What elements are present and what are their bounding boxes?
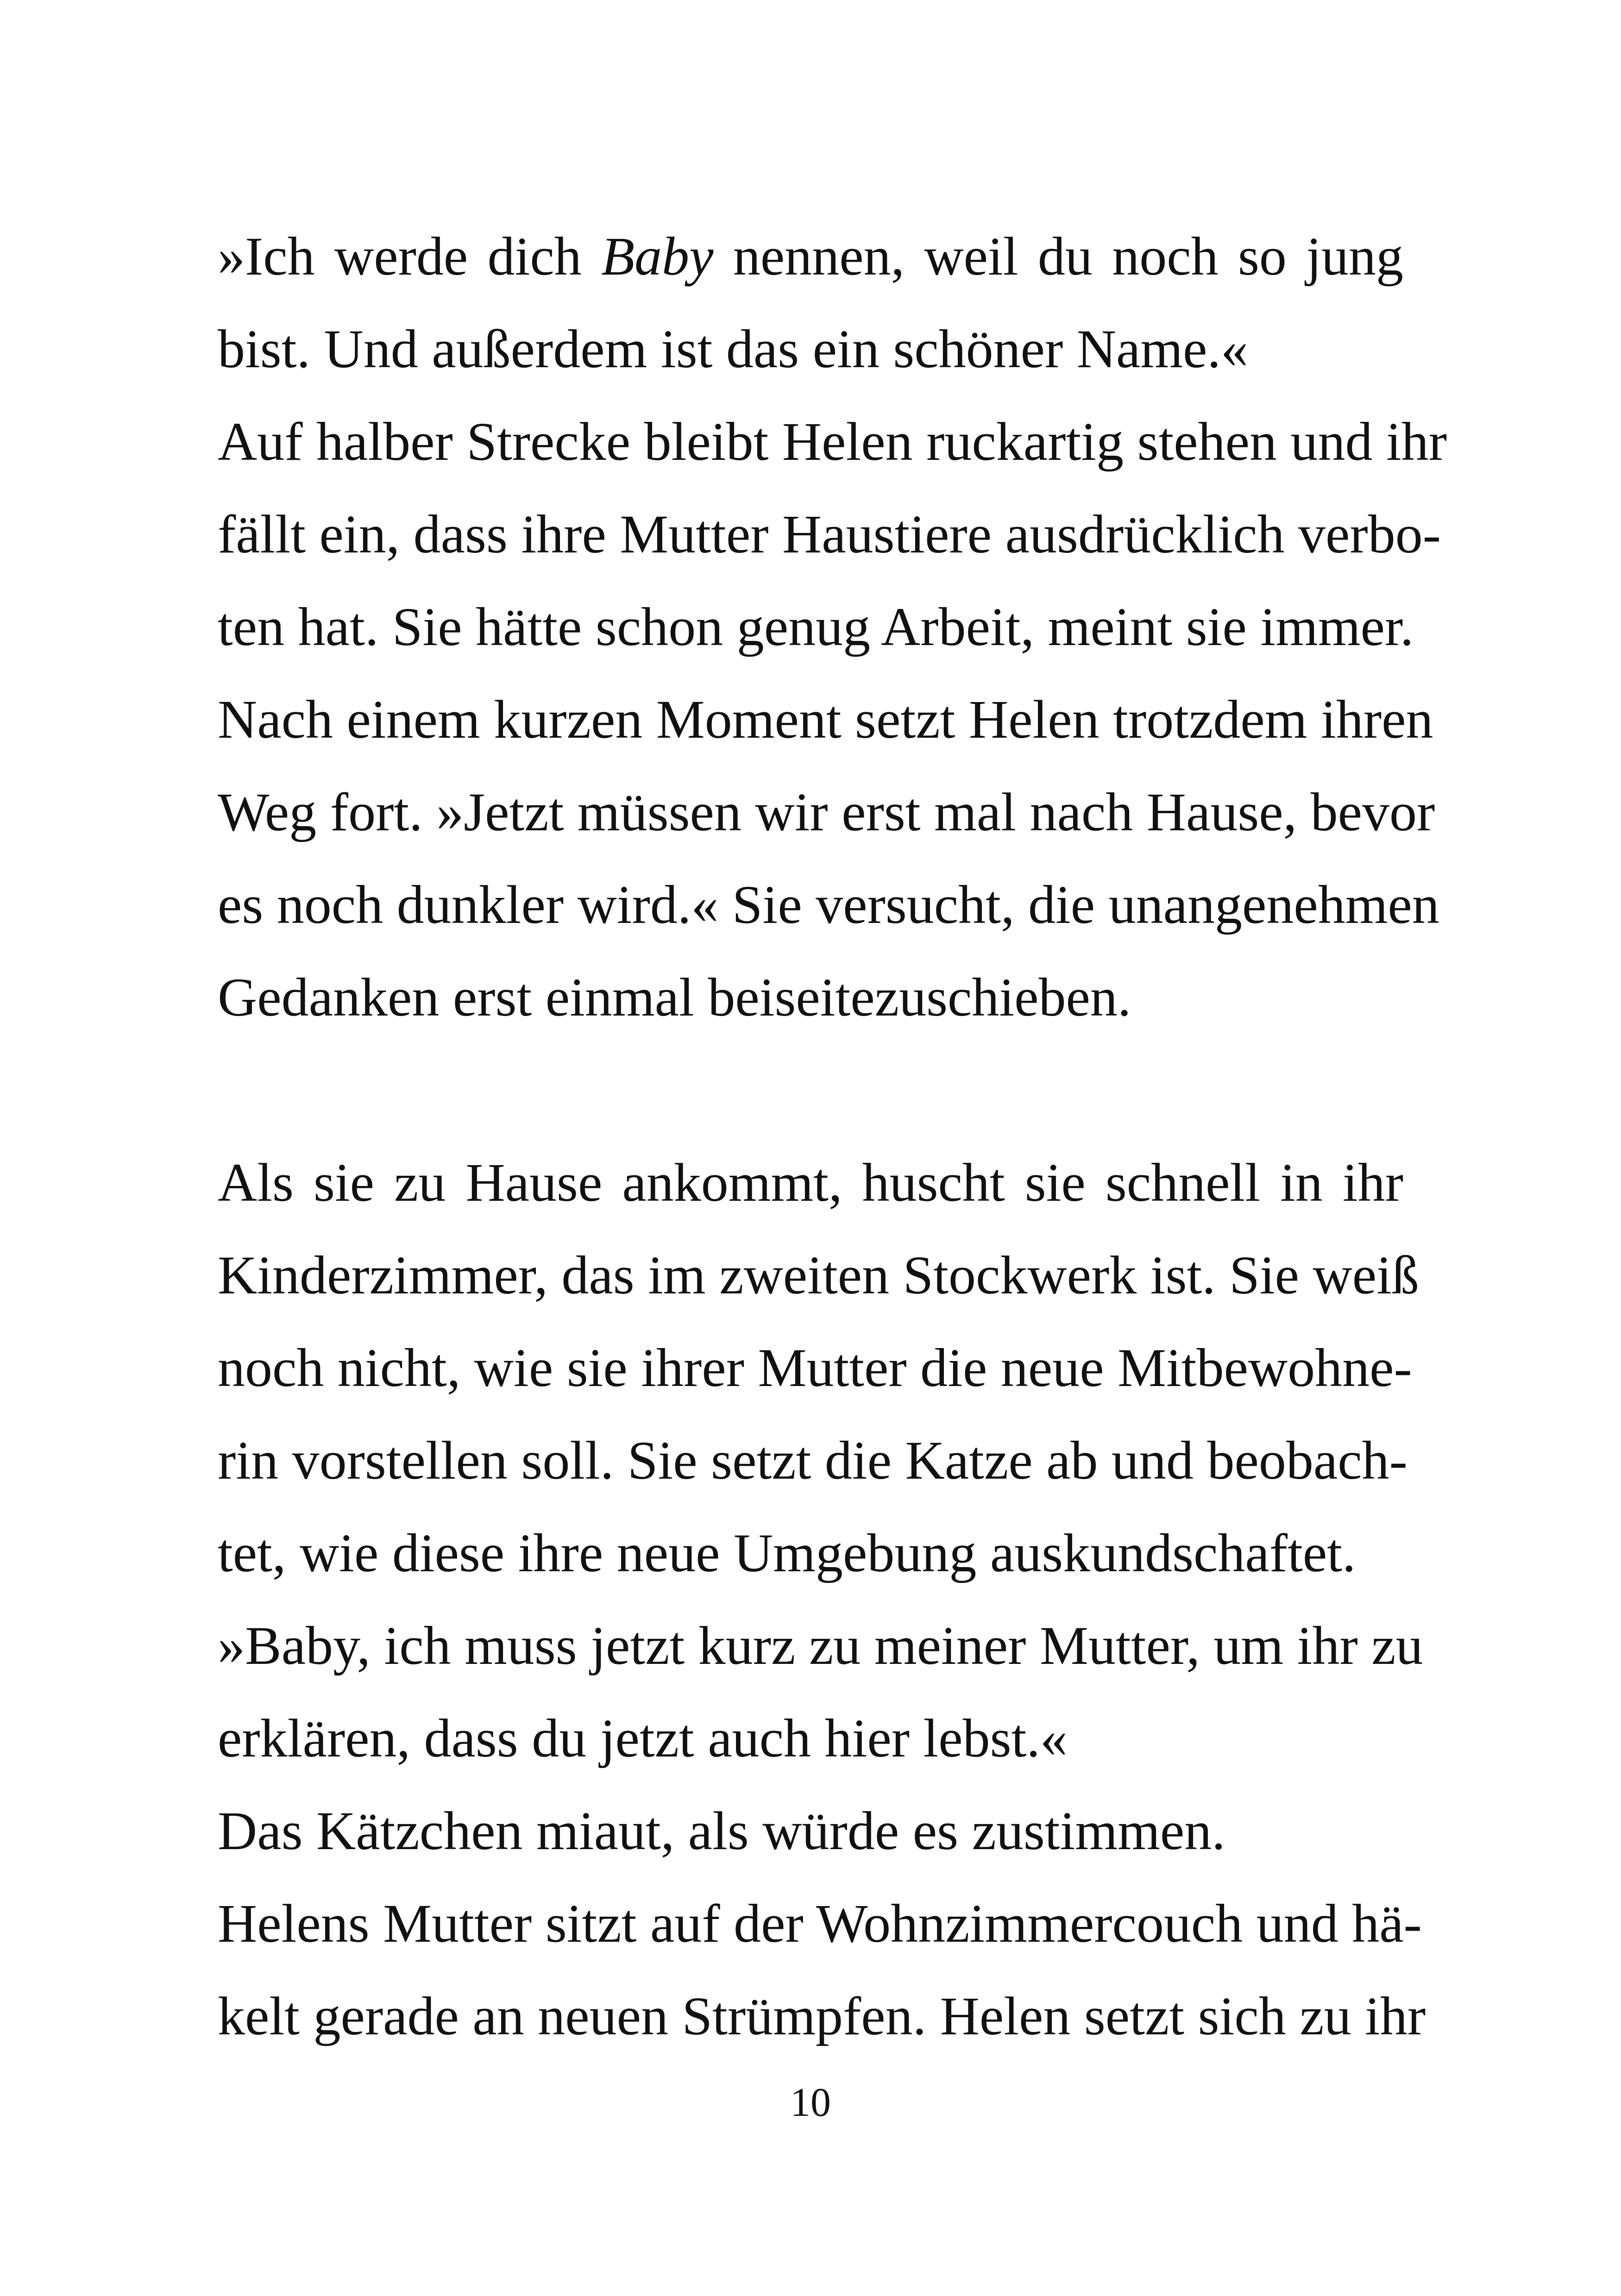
text-line: Gedanken erst einmal beiseitezuschieben. [218,967,1131,1028]
text-line: Weg fort. »Jetzt müssen wir erst mal nach Hause, bevor [218,782,1435,842]
italic-name: Baby [601,226,714,287]
text-line: noch nicht, wie sie ihrer Mutter die neue Mitbewohne- [218,1337,1412,1398]
text-line: Auf halber Strecke bleibt Helen ruckartig stehen und ihr [218,411,1447,472]
text-segment: »Ich werde dich [218,226,602,287]
text-line: »Baby, ich muss jetzt kurz zu meiner Mutter, um ihr zu [218,1615,1423,1676]
text-line: Das Kätzchen miaut, als würde es zustimmen. [218,1800,1225,1861]
text-line [218,226,1403,287]
text-line: Als sie zu Hause ankommt, huscht sie schnell in ihr [218,1152,1403,1213]
text-segment: nennen, weil du noch so jung [713,226,1403,287]
text-line: fällt ein, dass ihre Mutter Haustiere ausdrücklich verbo- [218,504,1441,565]
text-line: rin vorstellen soll. Sie setzt die Katze ab und beobach- [218,1430,1407,1491]
text-line: ten hat. Sie hätte schon genug Arbeit, meint sie immer. [218,596,1414,657]
text-line: Nach einem kurzen Moment setzt Helen trotzdem ihren [218,689,1433,750]
page-number: 10 [790,2080,831,2125]
text-line: Kinderzimmer, das im zweiten Stockwerk ist. Sie weiß [218,1245,1419,1305]
text-line: Helens Mutter sitzt auf der Wohnzimmercouch und hä- [218,1893,1422,1954]
text-line: bist. Und außerdem ist das ein schöner Name.« [218,319,1249,379]
text-line: kelt gerade an neuen Strümpfen. Helen setzt sich zu ihr [218,1986,1426,2046]
text-line: es noch dunkler wird.« Sie versucht, die unangenehmen [218,874,1439,935]
text-line: erklären, dass du jetzt auch hier lebst.« [218,1708,1068,1769]
text-line: tet, wie diese ihre neue Umgebung auskundschaftet. [218,1523,1356,1583]
